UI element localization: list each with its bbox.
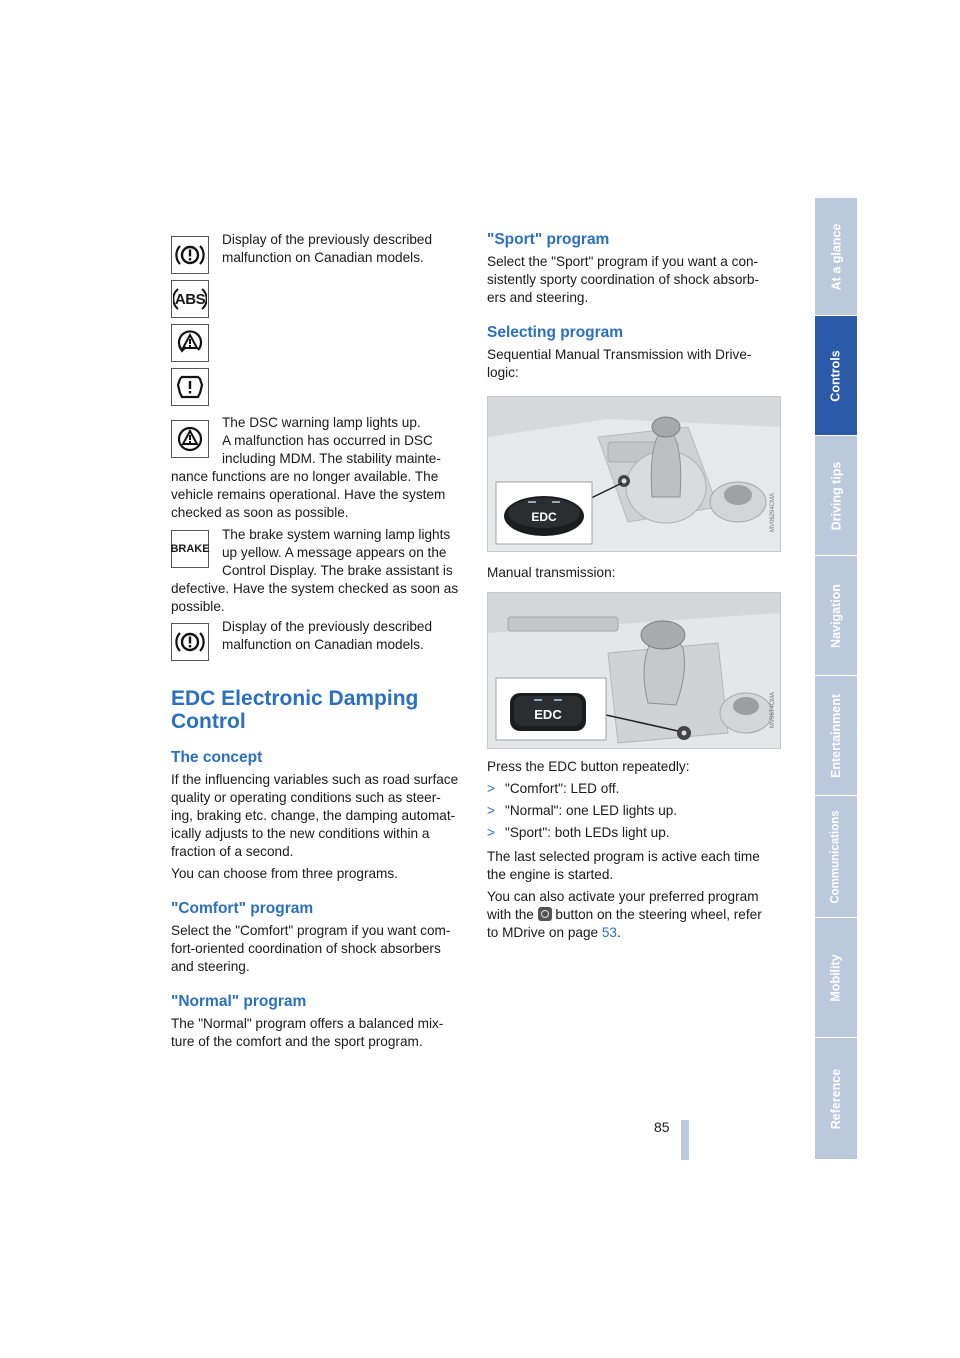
brake-line-2: up yellow. A message appears on the (222, 545, 447, 560)
list-item (487, 824, 670, 843)
tab-label: Navigation (829, 583, 843, 648)
concept-line-4: ically adjusts to the new conditions within a (171, 826, 430, 841)
tab-communications[interactable] (815, 796, 857, 918)
normal-line-2: ture of the comfort and the sport program. (171, 1034, 423, 1049)
tab-navigation[interactable] (815, 556, 857, 676)
dsc-warning-icon (171, 420, 209, 458)
also-line-2-end: button on the steering wheel, refer (555, 907, 762, 922)
tab-label: Entertainment (829, 693, 844, 778)
tab-mobility[interactable] (815, 918, 857, 1038)
brake-warning-icon (171, 236, 209, 274)
tab-driving-tips[interactable] (815, 436, 857, 556)
brake-line-3: Control Display. The brake assistant is (222, 563, 453, 578)
also-line-3 (487, 924, 621, 943)
bullet-marker: > (487, 825, 495, 840)
mdrive-icon (538, 907, 552, 921)
list-item (487, 780, 619, 799)
press-line: Press the EDC button repeatedly: (487, 759, 690, 774)
intro-line-2: malfunction on Canadian models. (222, 250, 424, 265)
canada-line-2: malfunction on Canadian models. (222, 637, 424, 652)
bullet-text: "Comfort": LED off. (505, 781, 620, 796)
photo2-code: MV06T4CMA (770, 691, 776, 728)
smg-line-1: Sequential Manual Transmission with Drive- (487, 347, 752, 362)
dsc-line-3: including MDM. The stability mainte- (222, 451, 441, 466)
photo1-code: MV06294CMA (770, 492, 776, 532)
page-number-bar (681, 1120, 689, 1160)
tab-label: Reference (829, 1068, 844, 1129)
also-line-3-period: . (616, 925, 621, 940)
abs-icon (171, 280, 209, 318)
dsc-line-2: A malfunction has occurred in DSC (222, 433, 433, 448)
sport-line-1: Select the "Sport" program if you want a con- (487, 254, 759, 269)
tab-label: At a glance (829, 223, 843, 290)
normal-heading: "Normal" program (171, 993, 307, 1010)
dsc-line-1: The DSC warning lamp lights up. (222, 415, 421, 430)
bullet-text: "Sport": both LEDs light up. (505, 825, 670, 840)
comfort-line-3: and steering. (171, 959, 250, 974)
edc-button-label-2: EDC (534, 707, 562, 722)
tab-at-a-glance[interactable] (815, 198, 857, 316)
last-line-2: the engine is started. (487, 867, 614, 882)
selecting-heading: Selecting program (487, 324, 624, 341)
last-line-1: The last selected program is active each time (487, 849, 760, 864)
tab-label: Communications (830, 809, 843, 904)
brake-text-icon (171, 530, 209, 568)
concept-line-5: fraction of a second. (171, 844, 294, 859)
edc-title-line-1: EDC Electronic Damping (171, 687, 419, 710)
page-link-53[interactable]: 53 (601, 925, 617, 940)
choose-line: You can choose from three programs. (171, 866, 398, 881)
also-line-1: You can also activate your preferred program (487, 889, 759, 904)
list-item (487, 802, 677, 821)
tab-label: Mobility (829, 953, 843, 1002)
tab-label: Driving tips (829, 461, 844, 530)
tab-label: Controls (829, 349, 844, 402)
brake-line-4: defective. Have the system checked as soon as (171, 581, 459, 596)
dsc-line-5: vehicle remains operational. Have the system (171, 487, 446, 502)
also-line-2-start: with the (487, 907, 534, 922)
page-number: 85 (654, 1119, 670, 1135)
bullet-marker: > (487, 803, 495, 818)
smg-console-photo (487, 396, 781, 552)
concept-line-3: ing, braking etc. change, the damping automat- (171, 808, 456, 823)
edc-title-line-2: Control (171, 710, 246, 733)
dsc-line-6: checked as soon as possible. (171, 505, 349, 520)
intro-line-1: Display of the previously described (222, 232, 433, 247)
sport-heading: "Sport" program (487, 231, 610, 248)
bullet-text: "Normal": one LED lights up. (505, 803, 678, 818)
tire-pressure-icon (171, 368, 209, 406)
comfort-heading: "Comfort" program (171, 900, 314, 917)
concept-line-1: If the influencing variables such as road surface (171, 772, 459, 787)
canada-line-1: Display of the previously described (222, 619, 433, 634)
concept-heading: The concept (171, 749, 263, 766)
abs-icon-label: ABS (174, 290, 206, 308)
brake-warning-icon-canada (171, 623, 209, 661)
comfort-line-2: fort-oriented coordination of shock absorbers (171, 941, 441, 956)
dsc-arrow-icon (171, 324, 209, 362)
tab-entertainment[interactable] (815, 676, 857, 796)
tab-reference[interactable] (815, 1038, 857, 1160)
sport-line-2: sistently sporty coordination of shock absorb- (487, 272, 760, 287)
edc-button-label-1: EDC (531, 510, 557, 524)
also-line-2 (487, 906, 762, 925)
sport-line-3: ers and steering. (487, 290, 589, 305)
concept-line-2: quality or operating conditions such as steer- (171, 790, 441, 805)
normal-line-1: The "Normal" program offers a balanced mix- (171, 1016, 444, 1031)
smg-line-2: logic: (487, 365, 519, 380)
manual-line: Manual transmission: (487, 565, 616, 580)
manual-console-photo (487, 592, 781, 749)
comfort-line-1: Select the "Comfort" program if you want com- (171, 923, 451, 938)
dsc-line-4: nance functions are no longer available. The (171, 469, 439, 484)
brake-line-5: possible. (171, 599, 225, 614)
brake-icon-label: BRAKE (170, 543, 210, 555)
tab-controls[interactable] (815, 316, 857, 436)
brake-line-1: The brake system warning lamp lights (222, 527, 451, 542)
bullet-marker: > (487, 781, 495, 796)
also-line-3-text: to MDrive on page (487, 925, 599, 940)
